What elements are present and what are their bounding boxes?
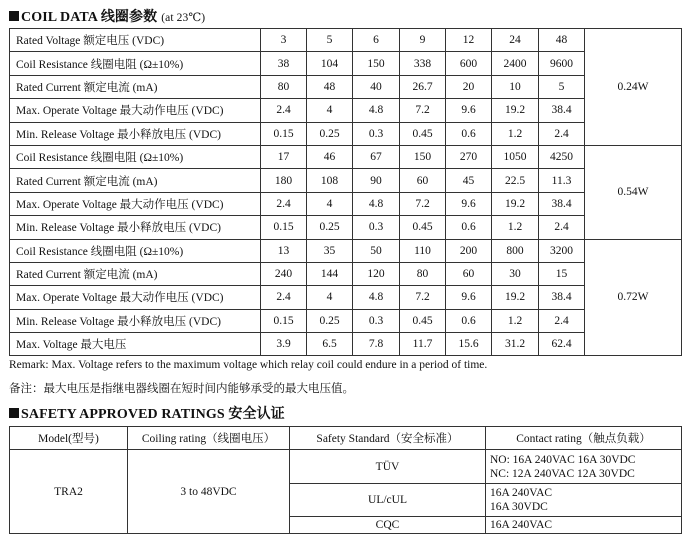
value-cell: 0.15 <box>261 122 307 145</box>
value-cell: 2.4 <box>539 216 585 239</box>
value-cell: 4.8 <box>353 99 400 122</box>
value-cell: 9.6 <box>446 192 492 215</box>
coil-table-row <box>10 122 682 145</box>
value-cell: 0.15 <box>261 309 307 332</box>
value-cell: 4 <box>307 286 353 309</box>
coil-table-row <box>10 169 682 192</box>
value-cell: 11.3 <box>539 169 585 192</box>
safety-ratings-table <box>9 426 682 534</box>
value-cell: 200 <box>446 239 492 262</box>
value-cell: 24 <box>492 29 539 52</box>
header-model: Model(型号) <box>10 427 128 450</box>
value-cell: 150 <box>353 52 400 75</box>
value-cell: 7.2 <box>400 192 446 215</box>
value-cell: 104 <box>307 52 353 75</box>
value-cell: 0.3 <box>353 216 400 239</box>
value-cell: 48 <box>307 75 353 98</box>
row-label: Min. Release Voltage 最小释放电压 (VDC) <box>10 216 261 239</box>
value-cell: 0.45 <box>400 122 446 145</box>
title-square-marker <box>9 11 19 21</box>
value-cell: 7.2 <box>400 99 446 122</box>
coil-table-row <box>10 309 682 332</box>
row-label: Rated Current 额定电流 (mA) <box>10 262 261 285</box>
value-cell: 90 <box>353 169 400 192</box>
value-cell: 9 <box>400 29 446 52</box>
value-cell: 46 <box>307 145 353 168</box>
value-cell: 31.2 <box>492 333 539 356</box>
coil-table-row <box>10 216 682 239</box>
coil-title-note: (at 23℃) <box>161 12 206 24</box>
coil-data-title <box>9 6 205 26</box>
value-cell: 7.2 <box>400 286 446 309</box>
coil-power-cell: 0.54W <box>585 145 682 239</box>
safety-ratings-title <box>9 403 285 423</box>
value-cell: 40 <box>353 75 400 98</box>
remark-english: Remark: Max. Voltage refers to the maximum voltage which relay coil could endure in a period of time. <box>9 359 488 371</box>
standard-ul: UL/cUL <box>290 484 486 517</box>
row-label: Rated Current 额定电流 (mA) <box>10 169 261 192</box>
standard-cqc: CQC <box>290 517 486 534</box>
header-contact-rating: Contact rating（触点负载） <box>486 427 682 450</box>
value-cell: 30 <box>492 262 539 285</box>
row-label: Coil Resistance 线圈电阻 (Ω±10%) <box>10 52 261 75</box>
value-cell: 0.6 <box>446 122 492 145</box>
value-cell: 20 <box>446 75 492 98</box>
coil-table-row <box>10 52 682 75</box>
row-label: Max. Operate Voltage 最大动作电压 (VDC) <box>10 99 261 122</box>
coil-power-cell: 0.24W <box>585 29 682 146</box>
value-cell: 6.5 <box>307 333 353 356</box>
row-label: Rated Current 额定电流 (mA) <box>10 75 261 98</box>
value-cell: 108 <box>307 169 353 192</box>
header-coiling-rating: Coiling rating（线圈电压） <box>128 427 290 450</box>
row-label: Max. Operate Voltage 最大动作电压 (VDC) <box>10 192 261 215</box>
value-cell: 26.7 <box>400 75 446 98</box>
contact-line: 16A 240VAC <box>490 487 553 499</box>
value-cell: 35 <box>307 239 353 262</box>
value-cell: 7.8 <box>353 333 400 356</box>
value-cell: 3.9 <box>261 333 307 356</box>
value-cell: 17 <box>261 145 307 168</box>
value-cell: 4.8 <box>353 286 400 309</box>
value-cell: 19.2 <box>492 99 539 122</box>
safety-title-text: SAFETY APPROVED RATINGS 安全认证 <box>21 407 285 422</box>
row-label: Min. Release Voltage 最小释放电压 (VDC) <box>10 122 261 145</box>
value-cell: 45 <box>446 169 492 192</box>
contact-ul <box>486 484 682 517</box>
value-cell: 10 <box>492 75 539 98</box>
value-cell: 9.6 <box>446 99 492 122</box>
value-cell: 144 <box>307 262 353 285</box>
row-label: Max. Voltage 最大电压 <box>10 333 261 356</box>
value-cell: 600 <box>446 52 492 75</box>
value-cell: 180 <box>261 169 307 192</box>
contact-cqc <box>486 517 682 534</box>
value-cell: 0.6 <box>446 216 492 239</box>
coiling-value: 3 to 48VDC <box>128 450 290 534</box>
row-label: Coil Resistance 线圈电阻 (Ω±10%) <box>10 239 261 262</box>
value-cell: 0.6 <box>446 309 492 332</box>
value-cell: 4 <box>307 192 353 215</box>
value-cell: 0.25 <box>307 216 353 239</box>
coil-table-row <box>10 262 682 285</box>
value-cell: 15 <box>539 262 585 285</box>
value-cell: 3 <box>261 29 307 52</box>
value-cell: 2.4 <box>261 192 307 215</box>
remark-chinese: 备注：最大电压是指继电器线圈在短时间内能够承受的最大电压值。 <box>9 383 354 395</box>
value-cell: 2.4 <box>261 286 307 309</box>
coil-table-row <box>10 333 682 356</box>
value-cell: 48 <box>539 29 585 52</box>
standard-tuv: TÜV <box>290 450 486 484</box>
coil-power-cell: 0.72W <box>585 239 682 356</box>
value-cell: 2.4 <box>539 122 585 145</box>
value-cell: 22.5 <box>492 169 539 192</box>
value-cell: 1.2 <box>492 309 539 332</box>
value-cell: 0.45 <box>400 309 446 332</box>
value-cell: 2.4 <box>261 99 307 122</box>
value-cell: 120 <box>353 262 400 285</box>
value-cell: 1.2 <box>492 216 539 239</box>
row-label: Max. Operate Voltage 最大动作电压 (VDC) <box>10 286 261 309</box>
coil-table-row <box>10 192 682 215</box>
value-cell: 4 <box>307 99 353 122</box>
value-cell: 13 <box>261 239 307 262</box>
value-cell: 2.4 <box>539 309 585 332</box>
value-cell: 1050 <box>492 145 539 168</box>
value-cell: 240 <box>261 262 307 285</box>
value-cell: 19.2 <box>492 192 539 215</box>
coil-table-row <box>10 239 682 262</box>
coil-table-row <box>10 99 682 122</box>
model-value: TRA2 <box>10 450 128 534</box>
value-cell: 9600 <box>539 52 585 75</box>
value-cell: 60 <box>446 262 492 285</box>
value-cell: 150 <box>400 145 446 168</box>
value-cell: 62.4 <box>539 333 585 356</box>
contact-tuv <box>486 450 682 484</box>
contact-line: 16A 240VAC <box>490 519 553 531</box>
value-cell: 38 <box>261 52 307 75</box>
coil-data-table <box>9 28 682 356</box>
value-cell: 50 <box>353 239 400 262</box>
value-cell: 0.15 <box>261 216 307 239</box>
value-cell: 0.45 <box>400 216 446 239</box>
value-cell: 0.3 <box>353 122 400 145</box>
title-square-marker <box>9 408 19 418</box>
coil-table-row <box>10 286 682 309</box>
value-cell: 9.6 <box>446 286 492 309</box>
value-cell: 5 <box>307 29 353 52</box>
coil-table-row <box>10 29 682 52</box>
value-cell: 2400 <box>492 52 539 75</box>
row-label: Rated Voltage 额定电压 (VDC) <box>10 29 261 52</box>
value-cell: 38.4 <box>539 286 585 309</box>
value-cell: 80 <box>400 262 446 285</box>
value-cell: 80 <box>261 75 307 98</box>
value-cell: 110 <box>400 239 446 262</box>
coil-table-row <box>10 75 682 98</box>
contact-line: NC: 12A 240VAC 12A 30VDC <box>490 467 635 480</box>
value-cell: 800 <box>492 239 539 262</box>
value-cell: 4250 <box>539 145 585 168</box>
value-cell: 4.8 <box>353 192 400 215</box>
value-cell: 0.3 <box>353 309 400 332</box>
value-cell: 338 <box>400 52 446 75</box>
value-cell: 19.2 <box>492 286 539 309</box>
value-cell: 1.2 <box>492 122 539 145</box>
value-cell: 11.7 <box>400 333 446 356</box>
value-cell: 3200 <box>539 239 585 262</box>
contact-line: NO: 16A 240VAC 16A 30VDC <box>490 453 636 466</box>
contact-line: 16A 30VDC <box>490 501 548 513</box>
value-cell: 0.25 <box>307 309 353 332</box>
row-label: Min. Release Voltage 最小释放电压 (VDC) <box>10 309 261 332</box>
value-cell: 38.4 <box>539 192 585 215</box>
coil-table-row <box>10 145 682 168</box>
header-safety-standard: Safety Standard（安全标准） <box>290 427 486 450</box>
value-cell: 15.6 <box>446 333 492 356</box>
row-label: Coil Resistance 线圈电阻 (Ω±10%) <box>10 145 261 168</box>
coil-title-text: COIL DATA 线圈参数 <box>21 10 158 25</box>
value-cell: 12 <box>446 29 492 52</box>
value-cell: 67 <box>353 145 400 168</box>
value-cell: 5 <box>539 75 585 98</box>
value-cell: 270 <box>446 145 492 168</box>
value-cell: 0.25 <box>307 122 353 145</box>
value-cell: 38.4 <box>539 99 585 122</box>
value-cell: 60 <box>400 169 446 192</box>
value-cell: 6 <box>353 29 400 52</box>
